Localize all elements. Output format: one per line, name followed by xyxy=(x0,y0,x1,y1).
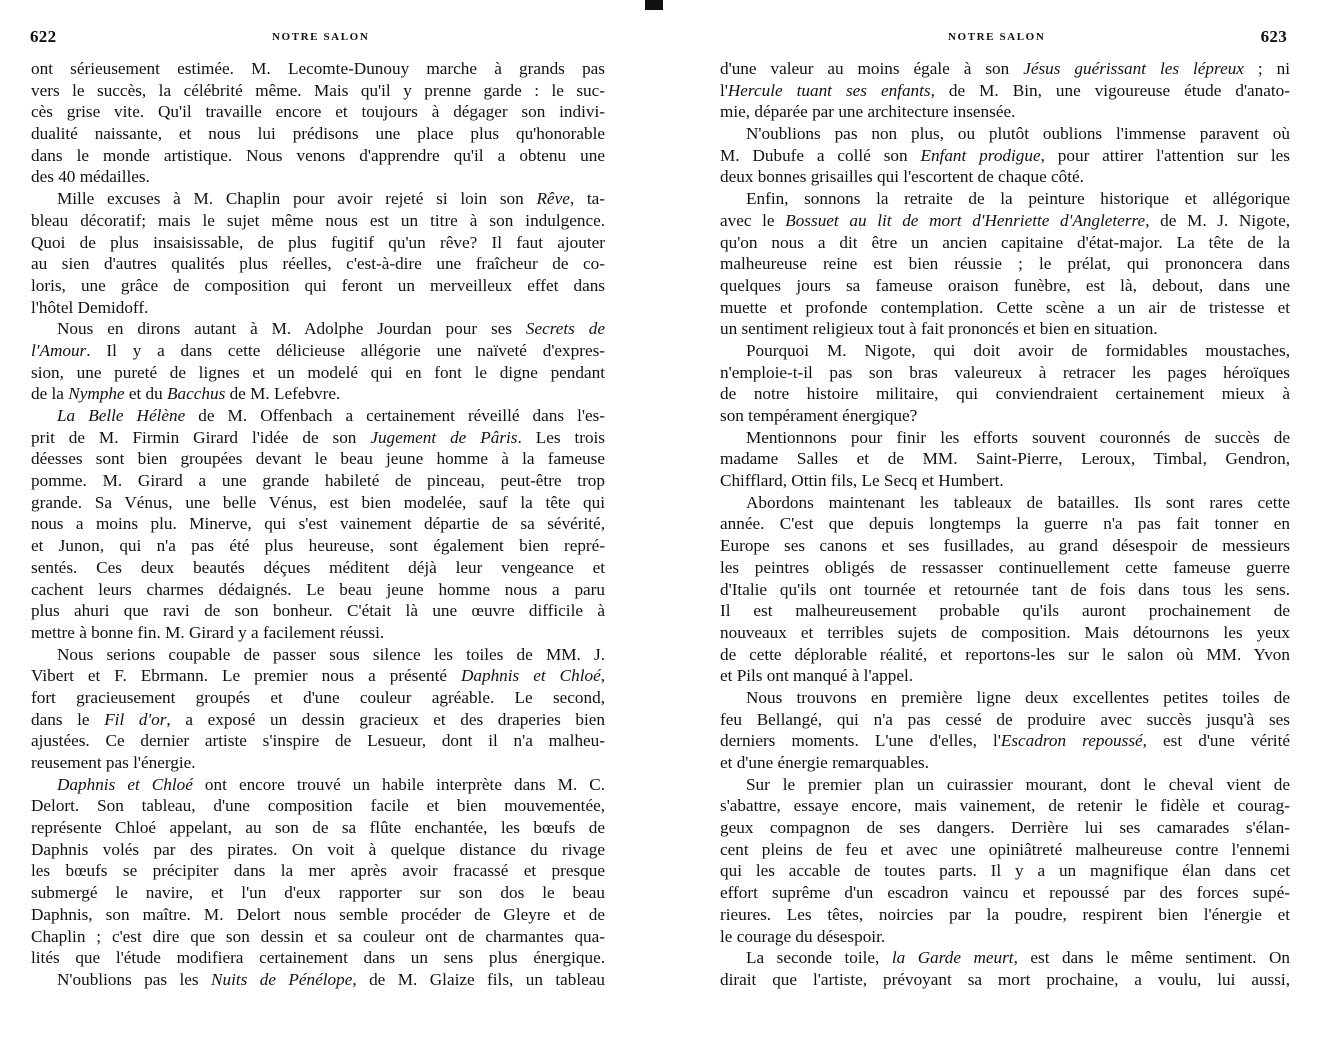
left-text-line: l'hôtel Demidoff. xyxy=(31,297,149,317)
right-text-line: N'oublions pas non plus, ou plutôt oublions l'immense paravent où xyxy=(746,124,1290,144)
left-text-line: représente Chloé appelant, au son de sa flûte enchantée, les bœufs de xyxy=(31,818,605,838)
right-text-line: Il est malheureusement probable qu'ils auront prochainement de xyxy=(720,601,1290,621)
right-text-line: feu Bellangé, qui n'a pas cessé de produire avec succès jusqu'à ses xyxy=(720,709,1290,729)
left-text-line: déesses sont bien groupées devant le beau jeune homme à la fameuse xyxy=(31,449,605,469)
left-text-line: fort gracieusement groupés et d'une couleur agréable. Le second, xyxy=(31,687,605,707)
right-text-line: d'Italie qu'ils ont tournée et retournée tant de fois dans tous les sens. xyxy=(720,579,1290,599)
left-text-line: cès grise vite. Qu'il travaille encore et toujours à dégager son indivi- xyxy=(31,102,605,122)
right-text-line: malheureuse reine est bien réussie ; le prélat, qui prononcera dans xyxy=(720,254,1290,274)
right-text-line: de cette déplorable réalité, et reportons-les sur le salon où MM. Yvon xyxy=(720,644,1290,664)
left-text-line: prit de M. Firmin Girard l'idée de son Jugement de Pâris. Les trois xyxy=(31,427,606,447)
right-text-line: n'emploie-t-il pas son bras valeureux à retracer les pages héroïques xyxy=(720,362,1290,382)
left-text-line: grande. Sa Vénus, une belle Vénus, est bien modelée, sauf la tête qui xyxy=(31,492,605,512)
right-text-line: nouveaux et terribles sujets de composition. Mais détournons les yeux xyxy=(720,622,1290,642)
right-text-line: son tempérament énergique? xyxy=(720,406,918,425)
left-text-line: Delort. Son tableau, d'une composition facile et bien mouvementée, xyxy=(31,796,605,816)
right-text-line: Abordons maintenant les tableaux de batailles. Ils sont rares cette xyxy=(746,492,1290,512)
left-text-line: Chaplin ; c'est dire que son dessin et sa couleur ont de charmantes qua- xyxy=(31,926,605,946)
left-text-line: pomme. M. Girard a une grande habileté de pinceau, peut-être trop xyxy=(31,471,605,491)
left-text-line: cachent leurs charmes dédaignés. Le beau jeune homme nous a paru xyxy=(31,579,605,599)
left-text-line: dans le Fil d'or, a exposé un dessin gracieux et des draperies bien xyxy=(31,709,605,729)
left-text-line: nous a moins plu. Minerve, qui s'est vainement départie de sa sévérité, xyxy=(31,514,605,534)
right-text-line: quelques jours sa fameuse oraison funèbre, est là, debout, dans une xyxy=(720,275,1290,295)
right-text-line: d'une valeur au moins égale à son Jésus guérissant les lépreux ; ni xyxy=(720,59,1291,78)
left-text-line: Daphnis volés par des pirates. On voit à quelque distance du rivage xyxy=(31,839,605,859)
left-text-line: dualité naissante, et nous lui prédisons une place plus qu'honorable xyxy=(31,124,605,144)
left-text-line: Nous en dirons autant à M. Adolphe Jourdan pour ses Secrets de xyxy=(57,319,605,339)
right-text-line: dirait que l'artiste, prévoyant sa mort prochaine, a voulu, lui aussi, xyxy=(720,969,1290,989)
right-text-line: qui les accable de toutes parts. Il y a un magnifique élan dans cet xyxy=(720,861,1290,881)
right-text-line: Enfin, sonnons la retraite de la peinture historique et allégorique xyxy=(746,189,1290,209)
page-number-right: 623 xyxy=(1260,27,1287,46)
right-text-line: geux compagnon de ses dangers. Derrière lui ses camarades s'élan- xyxy=(720,818,1290,838)
right-text-line: muette et profonde contemplation. Cette scène a un air de tristesse et xyxy=(720,297,1290,317)
right-text-line: s'abattre, essaye encore, mais vainement, de retenir le fidèle et courag- xyxy=(720,796,1290,816)
right-text-line: effort suprême d'un escadron vaincu et repoussé par des forces supé- xyxy=(720,883,1290,903)
page-number-left: 622 xyxy=(30,27,57,46)
running-head-right: NOTRE SALON xyxy=(948,31,1046,43)
left-text-line: bleau décoratif; mais le sujet même nous est un titre à son indulgence. xyxy=(31,210,605,230)
right-text-line: Pourquoi M. Nigote, qui doit avoir de formidables moustaches, xyxy=(746,340,1290,360)
left-page-header xyxy=(0,27,640,51)
left-text-line: vers le succès, la célébrité même. Mais qu'il y prenne garde : le suc- xyxy=(31,80,605,100)
right-page xyxy=(680,0,1323,1039)
right-text-line: Sur le premier plan un cuirassier mourant, dont le cheval vient de xyxy=(746,774,1290,794)
right-text-line: l'Hercule tuant ses enfants, de M. Bin, une vigoureuse étude d'anato- xyxy=(720,80,1290,100)
right-text-line: les peintres obligés de ressasser continuellement cette fameuse guerre xyxy=(720,557,1290,577)
right-text-line: derniers moments. L'une d'elles, l'Escadron repoussé, est d'une vérité xyxy=(720,731,1290,751)
left-text-line: Daphnis, son maître. M. Delort nous semble procéder de Gleyre et de xyxy=(31,904,605,924)
running-head-left: NOTRE SALON xyxy=(272,31,370,43)
left-text-line: plus ahuri que ravi de son bonheur. C'était là une œuvre difficile à xyxy=(31,601,605,621)
right-text-line: deux bonnes grisailles qui l'escortent de chaque côté. xyxy=(720,167,1084,187)
right-text-line: un sentiment religieux tout à fait prononcés et bien en situation. xyxy=(720,319,1158,339)
left-text-line: Daphnis et Chloé ont encore trouvé un habile interprète dans M. C. xyxy=(57,774,606,794)
right-text-line: année. C'est que depuis longtemps la guerre n'a pas fait tonner en xyxy=(720,514,1290,534)
right-text-line: La seconde toile, la Garde meurt, est dans le même sentiment. On xyxy=(746,948,1290,968)
right-text-line: M. Dubufe a collé son Enfant prodigue, pour attirer l'attention sur les xyxy=(720,145,1290,165)
left-text-line: de la Nymphe et du Bacchus de M. Lefebvre. xyxy=(31,384,341,404)
left-text-line: ont sérieusement estimée. M. Lecomte-Dunouy marche à grands pas xyxy=(31,59,605,78)
left-text-line: Quoi de plus insaisissable, de plus fugitif qu'un rêve? Il faut ajouter xyxy=(31,232,605,252)
left-text-line: dans le monde artistique. Nous venons d'apprendre qu'il a obtenu une xyxy=(31,145,605,165)
right-text-line: avec le Bossuet au lit de mort d'Henriette d'Angleterre, de M. J. Nigote, xyxy=(720,210,1290,230)
left-text-line: N'oublions pas les Nuits de Pénélope, de M. Glaize fils, un tableau xyxy=(57,969,605,989)
left-text-line: les bœufs se précipiter dans la mer après avoir fracassé et presque xyxy=(31,861,605,881)
right-text-line: madame Salles et de MM. Saint-Pierre, Leroux, Timbal, Gendron, xyxy=(720,449,1290,469)
right-text-line: mie, déparée par une architecture insensée. xyxy=(720,102,1016,122)
right-text-line: et Pils ont manqué à l'appel. xyxy=(720,666,914,686)
binding-mark xyxy=(645,0,663,10)
left-text-line: La Belle Hélène de M. Offenbach a certainement réveillé dans l'es- xyxy=(57,406,605,425)
left-text-line: mettre à bonne fin. M. Girard y a facilement réussi. xyxy=(31,622,385,642)
right-text-line: rieures. Les têtes, noircies par la poudre, respirent bien l'énergie et xyxy=(720,904,1290,924)
right-text-line: qu'on nous a dit être un ancien capitaine d'état-major. La tête de la xyxy=(720,232,1290,252)
right-text-line: de notre histoire militaire, qui conviendraient certainement mieux à xyxy=(720,384,1290,404)
left-text-line: sentés. Ces deux beautés déçues méditent déjà leur vengeance et xyxy=(31,557,605,577)
left-text-line: submergé le navire, et l'un d'eux rapporter sur son dos le beau xyxy=(31,883,605,903)
left-text-line: reusement pas l'énergie. xyxy=(31,753,196,772)
right-text-line: et d'une énergie remarquables. xyxy=(720,753,929,772)
right-page-header xyxy=(680,27,1323,51)
left-text-line: lités que l'étude modifiera certainement dans un sens plus énergique. xyxy=(31,948,605,968)
right-text-line: le courage du désespoir. xyxy=(720,926,886,946)
left-text-line: ajustées. Ce dernier artiste s'inspire de Lesueur, dont il n'a malheu- xyxy=(31,731,605,751)
right-text-line: Europe ses canons et ses fusillades, au grand désespoir de messieurs xyxy=(720,536,1290,556)
left-text-line: sion, une pureté de lignes et un modelé qui en font le digne pendant xyxy=(31,362,605,382)
left-text-line: Mille excuses à M. Chaplin pour avoir rejeté si loin son Rêve, ta- xyxy=(57,189,605,209)
left-text-line: loris, une grâce de composition qui feront un merveilleux effet dans xyxy=(31,275,605,295)
left-text-line: au sien d'autres qualités plus réelles, c'est-à-dire une fraîcheur de co- xyxy=(31,254,605,274)
right-text-line: cent pleins de feu et avec une opiniâtreté malheureuse contre l'ennemi xyxy=(720,839,1290,859)
left-text-line: des 40 médailles. xyxy=(31,167,150,187)
right-text-line: Mentionnons pour finir les efforts souvent couronnés de succès de xyxy=(746,427,1290,447)
left-page-text xyxy=(31,58,605,991)
right-text-line: Chifflard, Ottin fils, Le Secq et Humbert. xyxy=(720,471,1004,491)
left-page xyxy=(0,0,640,1039)
left-text-line: l'Amour. Il y a dans cette délicieuse allégorie une naïveté d'expres- xyxy=(31,340,605,360)
right-page-text xyxy=(720,58,1290,991)
left-text-line: et Junon, qui n'a pas été plus heureuse, sont également bien repré- xyxy=(31,536,605,556)
left-text-line: Vibert et F. Ebrmann. Le premier nous a présenté Daphnis et Chloé, xyxy=(31,666,605,686)
left-text-line: Nous serions coupable de passer sous silence les toiles de MM. J. xyxy=(57,644,605,664)
right-text-line: Nous trouvons en première ligne deux excellentes petites toiles de xyxy=(746,687,1290,707)
